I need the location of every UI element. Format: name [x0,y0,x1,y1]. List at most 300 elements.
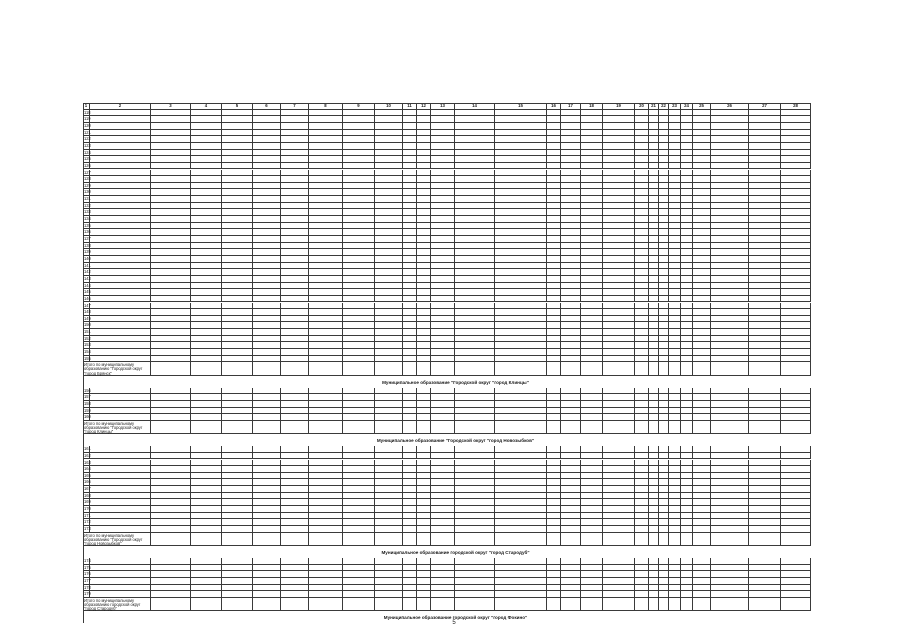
row-value [403,388,417,395]
row-value [455,183,495,190]
row-value [547,170,561,177]
row-value [659,110,669,117]
row-value [649,571,659,578]
row-value [693,414,711,421]
row-value [603,263,635,270]
row-value [635,316,649,323]
row-value [309,493,343,500]
row-address [90,394,151,401]
row-value [309,296,343,303]
row-value [693,342,711,349]
row-value [309,269,343,276]
row-index: 120 [84,122,91,128]
row-value [403,356,417,363]
row-value [417,499,431,506]
row-value [417,229,431,236]
row-value [681,479,693,486]
row-value [547,316,561,323]
row-value [343,236,375,243]
row-value [749,401,781,408]
row-value [659,493,669,500]
row-value [281,303,309,310]
row-address [90,414,151,421]
row-value [222,256,253,263]
row-value [403,591,417,598]
section-total-value [309,421,343,434]
section-total-value [343,421,375,434]
row-value [635,394,649,401]
row-value [343,176,375,183]
row-value [561,446,581,453]
row-value [749,499,781,506]
row-value [455,336,495,343]
row-value [681,123,693,130]
row-value [253,136,281,143]
row-value [711,571,749,578]
row-value [669,460,681,467]
row-value [781,329,811,336]
row-value [191,578,222,585]
row-value [603,289,635,296]
row-value [669,170,681,177]
row-value [417,466,431,473]
section-total-value [403,362,417,375]
row-value [281,123,309,130]
row-value [547,116,561,123]
row-address [90,303,151,310]
row-value [253,342,281,349]
row-value [281,196,309,203]
row-value [561,401,581,408]
row-value [649,558,659,565]
row-value [669,479,681,486]
row-value [681,276,693,283]
row-value [649,289,659,296]
row-value [635,342,649,349]
row-value [669,269,681,276]
row-value [151,189,191,196]
row-value [649,296,659,303]
row-value [547,356,561,363]
row-value [711,329,749,336]
row-value [547,183,561,190]
row-value [455,585,495,592]
row-value [649,189,659,196]
row-value [547,196,561,203]
row-value [222,283,253,290]
row-value [781,256,811,263]
row-value [309,486,343,493]
row-value [191,473,222,480]
row-value [711,479,749,486]
row-value [431,196,455,203]
row-value [309,349,343,356]
row-value [375,408,403,415]
row-value [561,349,581,356]
row-index: 131 [84,196,91,202]
row-value [603,276,635,283]
column-number-header: 14 [455,103,495,110]
row-value [681,571,693,578]
row-value [669,309,681,316]
row-value [431,263,455,270]
row-value [581,519,603,526]
row-value [581,203,603,210]
row-value [222,229,253,236]
row-value [681,209,693,216]
row-value [781,156,811,163]
row-value [191,236,222,243]
row-value [417,571,431,578]
row-value [253,296,281,303]
row-value [669,466,681,473]
row-value [191,283,222,290]
row-index: 135 [84,222,91,228]
row-value [659,309,669,316]
row-value [659,513,669,520]
row-value [649,229,659,236]
row-value [431,163,455,170]
row-value [495,329,547,336]
row-value [781,229,811,236]
section-total-value [711,598,749,611]
row-value [659,263,669,270]
row-value [343,460,375,467]
row-value [711,591,749,598]
row-value [749,565,781,572]
row-value [547,156,561,163]
row-value [581,565,603,572]
row-value [191,143,222,150]
row-value [681,388,693,395]
row-value [781,493,811,500]
row-value [495,408,547,415]
row-value [669,189,681,196]
row-value [309,209,343,216]
row-value [581,163,603,170]
row-value [669,289,681,296]
row-value [693,506,711,513]
row-value [191,150,222,157]
row-value [343,408,375,415]
column-number-header: 2 [90,103,151,110]
row-value [431,571,455,578]
section-total-value [431,533,455,546]
row-value [711,209,749,216]
row-value [431,408,455,415]
row-value [343,591,375,598]
row-value [151,269,191,276]
row-address [90,446,151,453]
row-value [431,183,455,190]
row-value [781,349,811,356]
row-value [281,356,309,363]
row-address [90,296,151,303]
row-value [222,236,253,243]
row-value [151,136,191,143]
section-total-value [749,362,781,375]
row-value [581,176,603,183]
row-value [455,493,495,500]
row-value [581,558,603,565]
row-value [343,329,375,336]
row-value [191,309,222,316]
row-value [455,558,495,565]
row-value [749,519,781,526]
row-value [253,130,281,137]
row-value [681,316,693,323]
row-value [669,130,681,137]
row-value [222,123,253,130]
row-address [90,156,151,163]
row-value [343,143,375,150]
row-value [403,466,417,473]
row-value [649,322,659,329]
row-value [711,176,749,183]
row-value [669,296,681,303]
row-value [581,223,603,230]
row-value [781,296,811,303]
column-number-header: 17 [561,103,581,110]
row-value [191,123,222,130]
row-value [375,123,403,130]
row-value [749,283,781,290]
row-value [711,453,749,460]
row-value [547,322,561,329]
row-value [431,176,455,183]
row-value [711,236,749,243]
row-value [561,336,581,343]
section-total-value [781,421,811,434]
row-value [681,156,693,163]
section-total-value [495,598,547,611]
row-value [417,303,431,310]
section-total-value [191,598,222,611]
row-value [749,453,781,460]
row-value [561,493,581,500]
row-value [309,336,343,343]
section-total-value [431,421,455,434]
row-value [659,196,669,203]
row-value [222,263,253,270]
row-value [603,116,635,123]
row-value [253,110,281,117]
row-value [309,256,343,263]
row-value [403,170,417,177]
row-value [191,349,222,356]
row-value [222,329,253,336]
row-value [781,196,811,203]
row-value [547,479,561,486]
row-value [309,196,343,203]
row-value [603,349,635,356]
row-value [781,513,811,520]
row-value [693,196,711,203]
row-value [417,130,431,137]
row-value [659,156,669,163]
row-value [343,276,375,283]
row-value [649,585,659,592]
row-value [495,565,547,572]
row-value [281,150,309,157]
row-value [191,196,222,203]
row-value [253,322,281,329]
row-value [403,453,417,460]
row-index: 145 [84,289,91,295]
row-value [343,216,375,223]
row-value [281,322,309,329]
row-value [635,414,649,421]
row-index: 150 [84,322,91,328]
row-value [431,493,455,500]
row-value [781,578,811,585]
row-index: 125 [84,156,91,162]
row-value [455,189,495,196]
row-value [581,316,603,323]
row-value [547,388,561,395]
row-value [417,283,431,290]
row-value [222,216,253,223]
row-value [191,223,222,230]
row-value [151,130,191,137]
row-value [191,189,222,196]
row-value [635,209,649,216]
row-value [309,110,343,117]
row-value [649,130,659,137]
row-value [561,196,581,203]
row-value [781,269,811,276]
row-value [495,342,547,349]
row-value [431,303,455,310]
row-value [681,342,693,349]
row-index: 126 [84,162,91,168]
row-value [253,401,281,408]
row-index: 130 [84,189,91,195]
row-value [403,183,417,190]
row-value [749,183,781,190]
row-value [635,466,649,473]
row-value [649,303,659,310]
row-value [603,216,635,223]
row-value [417,394,431,401]
row-value [649,591,659,598]
row-value [603,322,635,329]
row-value [191,209,222,216]
row-value [547,256,561,263]
row-value [151,513,191,520]
row-value [749,189,781,196]
row-value [635,143,649,150]
row-value [281,506,309,513]
row-value [635,493,649,500]
row-value [547,130,561,137]
row-value [151,216,191,223]
row-value [547,499,561,506]
section-total-value [635,362,649,375]
row-value [417,526,431,533]
row-address [90,479,151,486]
row-value [495,446,547,453]
row-value [309,394,343,401]
row-value [431,116,455,123]
column-number-header: 9 [343,103,375,110]
row-value [455,571,495,578]
row-value [309,453,343,460]
row-value [649,336,659,343]
row-value [693,183,711,190]
row-value [191,203,222,210]
row-value [417,329,431,336]
row-value [222,163,253,170]
row-value [749,176,781,183]
section-total-value [455,598,495,611]
row-value [561,565,581,572]
row-value [495,143,547,150]
row-value [603,309,635,316]
section-total-value [711,533,749,546]
row-index: 123 [84,142,91,148]
row-value [781,394,811,401]
row-value [659,276,669,283]
row-value [781,558,811,565]
row-address [90,136,151,143]
row-value [309,591,343,598]
row-value [681,196,693,203]
row-value [281,585,309,592]
row-value [581,322,603,329]
row-value [547,209,561,216]
row-value [417,578,431,585]
row-value [693,446,711,453]
row-value [417,336,431,343]
section-total-value [603,598,635,611]
row-value [431,591,455,598]
row-value [151,342,191,349]
row-value [561,276,581,283]
row-value [603,558,635,565]
row-value [222,316,253,323]
row-value [191,263,222,270]
row-value [191,163,222,170]
column-number-header: 7 [281,103,309,110]
row-value [281,256,309,263]
row-value [309,136,343,143]
row-value [649,342,659,349]
row-value [635,296,649,303]
row-value [711,150,749,157]
row-value [693,322,711,329]
row-value [375,578,403,585]
row-value [711,356,749,363]
row-value [635,571,649,578]
row-value [581,388,603,395]
row-value [495,303,547,310]
row-value [309,130,343,137]
row-value [455,249,495,256]
section-total-value [649,598,659,611]
row-value [659,460,669,467]
row-value [711,170,749,177]
row-value [281,336,309,343]
row-value [191,519,222,526]
row-value [455,216,495,223]
row-value [669,342,681,349]
row-value [375,296,403,303]
row-value [693,303,711,310]
row-value [222,486,253,493]
row-value [561,216,581,223]
row-value [749,342,781,349]
